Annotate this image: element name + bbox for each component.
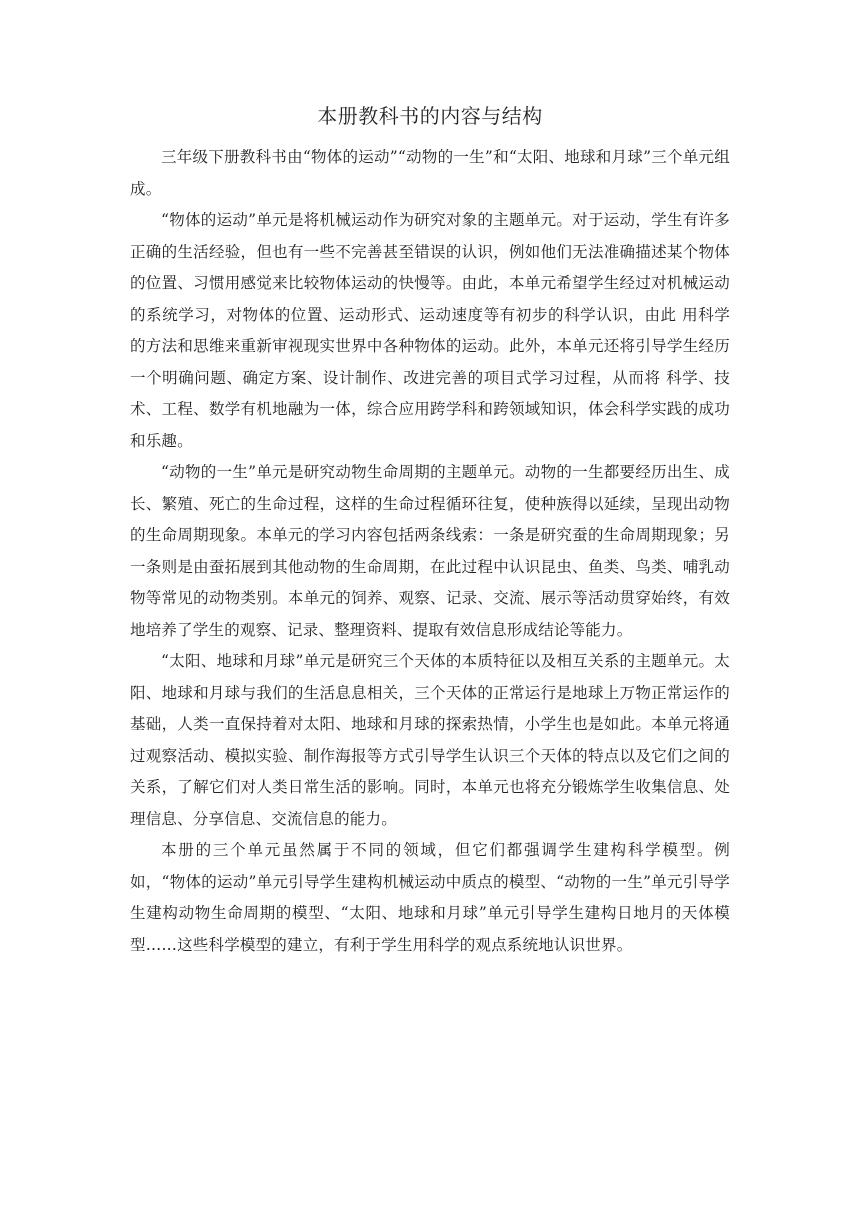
document-title: 本册教科书的内容与结构 — [317, 104, 543, 128]
paragraph-models-summary: 本册的三个单元虽然属于不同的领域，但它们都强调学生建构科学模型。例如，“物体的运动”单元引导学生建构机械运动中质点的模型、“动物的一生”单元引导学生建构动物生命周期的模型、“太阳、地球和月球”单元引导学生建构日地月的天体模 型……这些科学模型的建立，有利于学生用科学的观点系统地认识世界。 — [130, 841, 730, 954]
paragraph-intro: 三年级下册教科书由“物体的运动”“动物的一生”和“太阳、地球和月球”三个单元组成。 — [130, 148, 730, 198]
paragraph-sun-earth-moon-unit: “太阳、地球和月球”单元是研究三个天体的本质特征以及相互关系的主题单元。太阳、地球和月球与我们的生活息息相关，三个天体的正常运行是地球上万物正常运作的基础，人类一直保持着对太阳、地球和月球的探索热情，小学生也是如此。本单元将通过观察活动、模拟实验、制作海报等方式引导学生认识三个天体的特点以及它们之间的关系，了解它们对人类日常生活的影响。同时，本单元也将充分锻炼学生收集信息、处理信息、分享信息、交流信息的能力。 — [130, 652, 730, 828]
paragraph-animal-unit: “动物的一生”单元是研究动物生命周期的主题单元。动物的一生都要经历出生、成长、繁殖、死亡的生命过程，这样的生命过程循环往复，使种族得以延续，呈现出动物的生命周期现象。本单元的学习内容包括两条线索：一条是研究蚕的生命周期现象；另一条则是由蚕拓展到其他动物的生命周期，在此过程中认识昆虫、鱼类、鸟类、哺乳动物等常见的动物类别。本单元的饲养、观察、记录、交流、展示等活动贯穿始终，有效地培养了学生的观察、记录、整理资料、提取有效信息形成结论等能力。 — [130, 463, 730, 639]
paragraph-motion-unit: “物体的运动”单元是将机械运动作为研究对象的主题单元。对于运动，学生有许多正确的生活经验，但也有一些不完善甚至错误的认识，例如他们无法准确描述某个物体的位置、习惯用感觉来比较物体运动的快慢等。由此，本单元希望学生经过对机械运动的系统学习，对物体的位置、运动形式、运动速度等有初步的科学认识，由此 用科学的方法和思维来重新审视现实世界中各种物体的运动。此外，本单元还将引导学生经历一个明确问题、确定方案、设计制作、改进完善的项目式学习过程，从而将 科学、技术、工程、数学有机地融为一体，综合应用跨学科和跨领域知识，体会科学实践的成功和乐趣。 — [130, 211, 730, 450]
document-page — [130, 96, 730, 961]
